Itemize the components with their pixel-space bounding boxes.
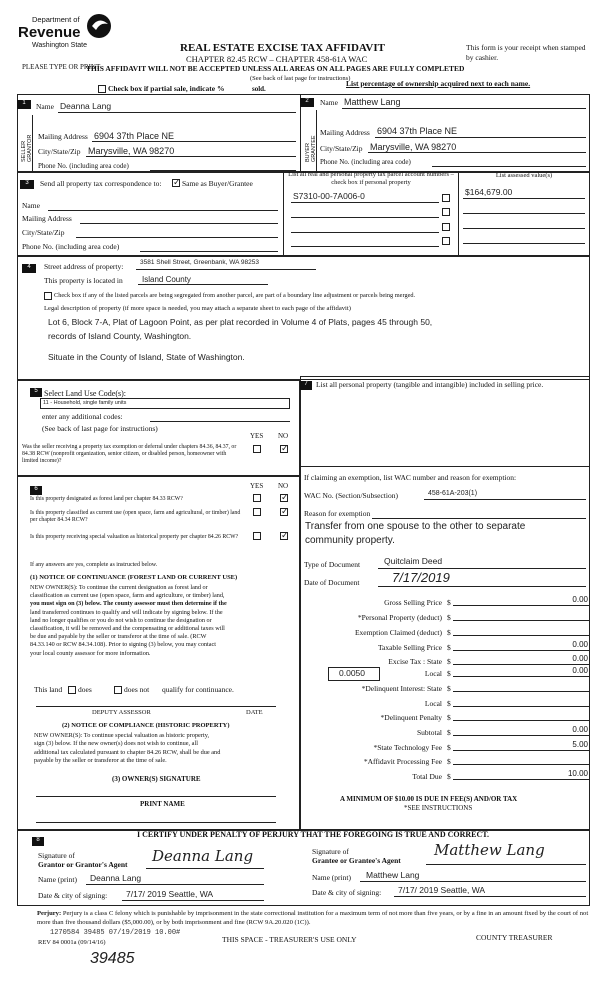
does-checkbox[interactable] [68,686,76,694]
s5-yes-label: YES [250,432,264,440]
continuance-line: land transferred continues to qualify and will indicate by signing below. If the [30,608,223,616]
deputy-date-label: DATE [246,709,263,716]
subtotal-value[interactable]: 0.00 [453,725,590,736]
print-name-label: PRINT NAME [140,800,185,808]
compliance-line: payable by the seller or transferor at the time of sale. [34,756,167,764]
section2-number: 2 [300,98,314,107]
legal-line1[interactable]: Lot 6, Block 7-A, Plat of Lagoon Point, as per plat recorded in Volume 4 of Plats, pages 45 through 50, [48,317,433,327]
personal-prop-checkbox-2[interactable] [442,208,450,216]
same-as-buyer-label: Same as Buyer/Grantee [182,179,253,188]
dept-line1: Department of [32,15,80,24]
s3-name-label: Name [22,201,40,210]
buyer-name[interactable]: Matthew Lang [344,97,401,107]
gross-dollar: $ [447,598,451,607]
grantee-print-label: Name (print) [312,873,351,882]
s6-yes-label: YES [250,482,264,490]
grantee-signature[interactable]: Matthew Lang [434,841,545,859]
form-note: (See back of last page for instructions) [250,75,351,82]
does-label: does [78,685,92,694]
doc-date-label: Date of Document [304,578,360,587]
interest-local-dollar: $ [447,699,451,708]
certify-label: I CERTIFY UNDER PENALTY OF PERJURY THAT THE FOREGOING IS TRUE AND CORRECT. [137,830,490,839]
grantee-date-label: Date & city of signing: [312,888,382,897]
interest-state-label: *Delinquent Interest: State [361,684,442,693]
reason-label: Reason for exemption [304,509,371,518]
wac-label: WAC No. (Section/Subsection) [304,491,398,500]
dept-line3: Washington State [32,42,87,49]
receipt-stamp: 1270584 39485 07/19/2019 10.00# [50,929,181,937]
s6-q1: Is this property designated as forest land per chapter 84.33 RCW? [30,496,183,502]
seller-side-label: SELLER GRANTOR [21,134,33,162]
gross-label: Gross Selling Price [384,598,442,607]
taxable-row [305,640,590,653]
personal-prop-checkbox-4[interactable] [442,237,450,245]
penalty-dollar: $ [447,713,451,722]
grantor-date-label: Date & city of signing: [38,891,108,900]
continuance-line: 84.33.140 or RCW 84.34.108). Prior to signing (3) below, you may contact [30,641,216,649]
personal-dollar: $ [447,613,451,622]
state-value[interactable]: 0.00 [453,654,590,665]
continuance-line: you must sign on (3) below. The county assessor must then determine if the [30,600,227,608]
section6-number: 6 [30,486,42,495]
s6-q3-no[interactable] [280,532,288,540]
seller-city[interactable]: Marysville, WA 98270 [88,146,175,156]
local-dollar: $ [447,669,451,678]
s3-city-label: City/State/Zip [22,228,65,237]
treasurer-space: THIS SPACE - TREASURER'S USE ONLY [222,935,357,944]
legal-line3[interactable]: Situate in the County of Island, State of Washington. [48,352,245,362]
affidavit-row [305,757,590,767]
form-chapter: CHAPTER 82.45 RCW – CHAPTER 458-61A WAC [186,54,368,64]
continuance-line: land no longer qualifies or you do not wish to continue the designation or [30,616,212,624]
minimum-note: A MINIMUM OF $10.00 IS DUE IN FEE(S) AND/OR TAX [340,795,518,803]
grantor-sig-label1: Signature of [38,851,75,860]
does-not-checkbox[interactable] [114,686,122,694]
county-value[interactable]: Island County [142,275,191,284]
continuance-line: NEW OWNER(S): To continue the current designation as forest land or [30,584,208,591]
grantee-date[interactable]: 7/17/ 2019 Seattle, WA [398,885,486,895]
total-row [305,769,590,782]
continuance-line: classification as current use (open space, farm and agriculture, or timber) land, [30,592,225,600]
subtotal-label: Subtotal [416,728,442,737]
legal-label: Legal description of property (if more space is needed, you may attach a separate sheet to each page of the affidavit) [44,305,351,312]
county-treasurer: COUNTY TREASURER [476,933,553,942]
buyer-city-label: City/State/Zip [320,144,363,153]
compliance-title: (2) NOTICE OF COMPLIANCE (HISTORIC PROPERTY) [62,722,230,729]
reason-line2[interactable]: community property. [305,535,395,546]
if-yes-note: If any answers are yes, complete as instructed below. [30,562,158,568]
state-label: Excise Tax : State [388,657,442,666]
exemption-dollar: $ [447,628,451,637]
gross-row [305,595,590,608]
subtotal-dollar: $ [447,728,451,737]
see-instructions: *SEE INSTRUCTIONS [404,804,473,812]
s3-phone-label: Phone No. (including area code) [22,242,120,251]
seller-name[interactable]: Deanna Lang [60,101,112,111]
street-address[interactable]: 3581 Shell Street, Greenbank, WA 98253 [140,259,260,266]
s6-q2-no[interactable] [280,508,288,516]
section5-number: 5 [30,388,42,397]
total-label: Total Due [412,772,442,781]
section1-number: 1 [17,100,31,109]
s6-q3: Is this property receiving special valuation as historical property per chapter 84.26 RCW? [30,534,239,540]
seller-name-label: Name [36,102,54,111]
local-row [305,666,590,679]
handwritten-number: 39485 [90,950,135,967]
interest-state-dollar: $ [447,684,451,693]
grantor-signature[interactable]: Deanna Lang [152,847,254,865]
parcel-number[interactable]: S7310-00-7A006-0 [293,191,365,201]
buyer-side-label: BUYER GRANTEE [305,135,317,162]
land-use-code-text: 11 - Household, single family units [43,400,127,406]
grantor-sig-label2: Grantor or Grantor's Agent [38,860,128,869]
grantee-print[interactable]: Matthew Lang [366,870,420,880]
buyer-city[interactable]: Marysville, WA 98270 [370,142,457,152]
revenue-logo [10,10,115,52]
legal-line2[interactable]: records of Island County, Washington. [48,331,192,341]
reason-line1[interactable]: Transfer from one spouse to the other to separate [305,521,526,532]
continuance-title: (1) NOTICE OF CONTINUANCE (FOREST LAND OR CURRENT USE) [30,574,238,581]
doc-type-value[interactable]: Quitclaim Deed [384,556,443,566]
grantee-sig-label1: Signature of [312,847,349,856]
form-title: REAL ESTATE EXCISE TAX AFFIDAVIT [180,42,385,54]
same-as-buyer-checkbox[interactable] [172,179,180,187]
see-back-label: (See back of last page for instructions) [42,424,158,433]
taxable-dollar: $ [447,643,451,652]
qualify-label: qualify for continuance. [162,685,234,694]
deputy-assessor-label: DEPUTY ASSESSOR [92,709,151,716]
wac-value[interactable]: 458-61A-203(1) [428,490,478,497]
s6-q2-yes[interactable] [253,508,261,516]
interest-local-label: Local [424,699,442,708]
dept-line2: Revenue [18,24,81,41]
exemption-label: Exemption Claimed (deduct) [354,628,442,637]
affidavit-label: *Affidavit Processing Fee [363,757,442,766]
s6-q2: Is this property classified as current use (open space, farm and agricultural, or timber) land per chapter 84.34 RCW? [30,510,241,524]
exemption-value[interactable] [453,625,590,636]
gross-value[interactable]: 0.00 [453,595,590,606]
interest-state-row [305,684,590,694]
compliance-line: sign (3) below. If the new owner(s) does not wish to continue, all [34,740,198,748]
tech-value[interactable]: 5.00 [453,740,590,751]
interest-local-value[interactable] [453,696,590,707]
local-label: Local [424,669,442,678]
compliance-line: NEW OWNER(S): To continue special valuation as historic property, [34,732,210,739]
buyer-mailing[interactable]: 6904 37th Place NE [377,126,458,136]
tech-label: *State Technology Fee [373,743,442,752]
penalty-value[interactable] [453,710,590,721]
s5-question: Was the seller receiving a property tax exemption or deferral under chapters 84.36, 84.37, or 84.38 RCW (nonprofit organization, senior citizen, or disabled person, homeowner with limited income)? [22,444,237,465]
buyer-name-label: Name [320,98,338,107]
personal-label: *Personal Property (deduct) [357,613,442,622]
personal-value[interactable] [453,610,590,621]
doc-date-value[interactable]: 7/17/2019 [392,570,450,585]
perjury-text: Perjury is a class C felony which is punishable by imprisonment in the state correctional institution for a maximum term of not more than five years, or by a fine in an amount fixed by the court of not more than five thousand dollars ($5,000.00), or by both imprisonment and fine (RCW 9A.20.020 (1C)). [37,910,589,926]
continuance-text [30,584,296,658]
section8-number: 8 [32,837,44,846]
subtotal-row [305,725,590,738]
land-use-code[interactable] [40,398,290,409]
affidavit-dollar: $ [447,757,451,766]
seller-mailing[interactable]: 6904 37th Place NE [94,131,175,141]
taxable-value[interactable]: 0.00 [453,640,590,651]
form-warning: THIS AFFIDAVIT WILL NOT BE ACCEPTED UNLESS ALL AREAS ON ALL PAGES ARE FULLY COMPLETED [86,64,465,73]
grantor-date[interactable]: 7/17/ 2019 Seattle, WA [126,889,214,899]
correspondence-label: Send all property tax correspondence to: [40,179,162,188]
segregated-checkbox[interactable] [44,292,52,300]
s5-q1-yes[interactable] [253,445,261,453]
section7-number: 7 [300,381,312,390]
s5-q1-no[interactable] [280,445,288,453]
affidavit-value[interactable] [453,754,590,765]
s6-q1-no[interactable] [280,494,288,502]
penalty-row [305,713,590,723]
owner-signature-label: (3) OWNER(S) SIGNATURE [112,775,201,783]
ownership-note: List percentage of ownership acquired next to each name. [346,79,531,88]
continuance-line: be due and payable by the seller or transferor at the time of sale. (RCW [30,633,207,641]
taxable-label: Taxable Selling Price [377,643,442,652]
total-value[interactable]: 10.00 [453,769,590,780]
personal-property-label: List all personal property (tangible and intangible) included in selling price. [316,380,544,389]
this-land-label: This land [34,685,63,694]
tech-dollar: $ [447,743,451,752]
partial-sale-label: Check box if partial sale, indicate % [108,84,225,93]
tech-row [305,740,590,753]
penalty-label: *Delinquent Penalty [380,713,442,722]
state-dollar: $ [447,657,451,666]
seller-city-label: City/State/Zip [38,147,81,156]
interest-local-row [305,699,590,709]
section3-number: 3 [20,180,34,189]
exemption-row [305,628,590,638]
please-type: PLEASE TYPE OR PRINT [22,63,101,71]
additional-codes-label: enter any additional codes: [42,412,123,421]
compliance-text [34,732,296,765]
seller-phone-label: Phone No. (including area code) [38,162,129,170]
land-use-label: Select Land Use Code(s): [44,389,126,398]
perjury-note [37,910,590,927]
perjury-bold: Perjury: [37,910,62,917]
section4-number: 4 [22,264,36,273]
s6-no-label: NO [278,482,289,490]
s3-mailing-label: Mailing Address [22,214,72,223]
s5-no-label: NO [278,432,289,440]
receipt-note: This form is your receipt when stamped by cashier. [466,43,586,62]
street-label: Street address of property: [44,262,124,271]
interest-state-value[interactable] [453,681,590,692]
assessed-header: List assessed value(s) [495,172,553,179]
does-not-label: does not [124,685,150,694]
doc-type-label: Type of Document [304,560,361,569]
rev-number: REV 84 0001a (09/14/16) [38,939,106,946]
assessed-value[interactable]: $164,679.00 [465,187,513,197]
claim-label: If claiming an exemption, list WAC number and reason for exemption: [304,473,517,482]
logo-mark-icon [84,12,116,42]
parcel-header: List all real and personal property tax parcel account numbers – check box if personal property [288,171,454,186]
buyer-mailing-label: Mailing Address [320,128,370,137]
personal-prop-checkbox-1[interactable] [442,194,450,202]
local-value[interactable]: 0.00 [453,666,590,677]
s6-q1-yes[interactable] [253,494,261,502]
buyer-phone-label: Phone No. (including area code) [320,158,411,166]
located-label: This property is located in [44,276,123,285]
rate-value: 0.0050 [339,668,365,678]
total-dollar: $ [447,772,451,781]
segregated-label: Check box if any of the listed parcels are being segregated from another parcel, are part of a boundary line adjustment or parcels being merged. [54,292,416,299]
partial-sale-checkbox[interactable] [98,85,106,93]
sold-label: sold. [252,85,266,93]
personal-row [305,613,590,623]
continuance-line: your local county assessor for more information. [30,649,151,657]
compliance-line: additional tax calculated pursuant to chapter 84.26 RCW, shall be due and [34,748,221,756]
continuance-line: classification, it will be removed and the compensating or additional taxes will [30,624,225,632]
grantor-print[interactable]: Deanna Lang [90,873,142,883]
seller-mailing-label: Mailing Address [38,132,88,141]
s6-q3-yes[interactable] [253,532,261,540]
grantee-sig-label2: Grantee or Grantee's Agent [312,856,401,865]
personal-prop-checkbox-3[interactable] [442,223,450,231]
grantor-print-label: Name (print) [38,875,77,884]
